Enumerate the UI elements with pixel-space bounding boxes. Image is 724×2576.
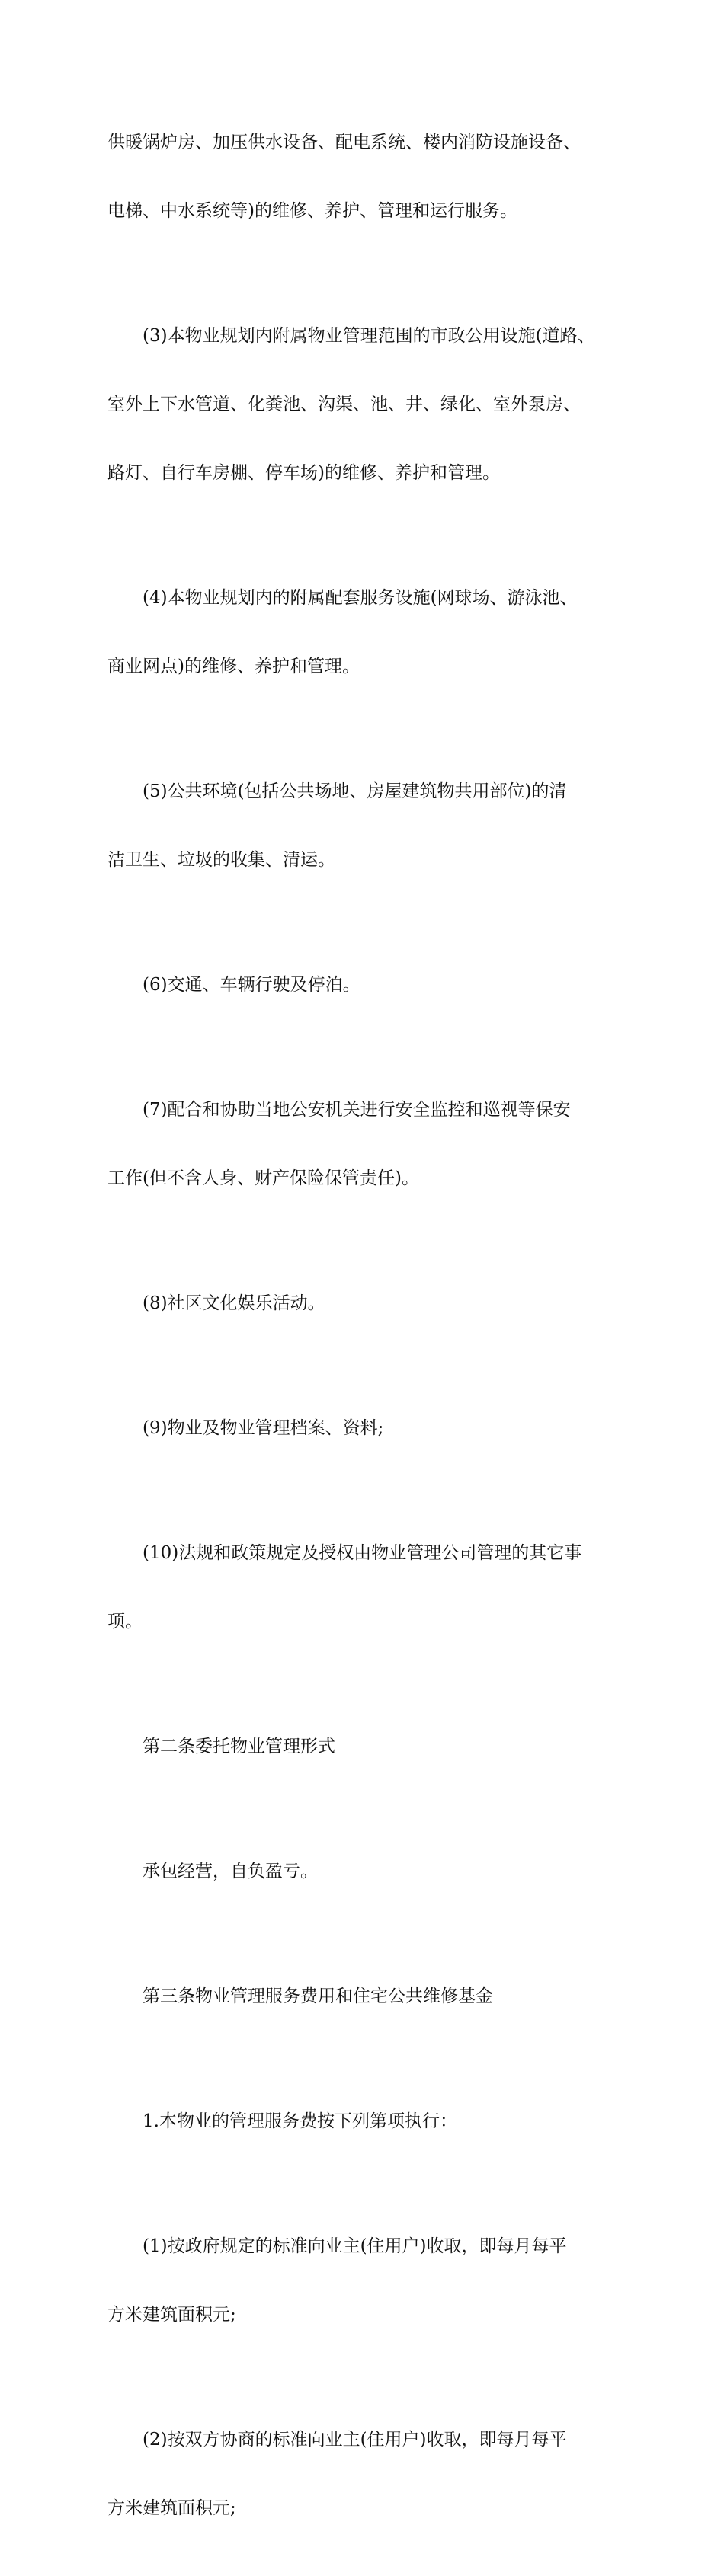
- text-line: 路灯、自行车房棚、停车场)的维修、养护和管理。: [107, 463, 500, 483]
- text-line: (6)交通、车辆行驶及停泊。: [143, 975, 360, 995]
- text-line: (10)法规和政策规定及授权由物业管理公司管理的其它事: [143, 1543, 582, 1563]
- text-line: (8)社区文化娱乐活动。: [143, 1293, 325, 1313]
- paragraph-item-10: [107, 1496, 633, 1679]
- text-line: (4)本物业规划内的附属配套服务设施(网球场、游泳池、: [143, 588, 578, 608]
- text-line: 室外上下水管道、化粪池、沟渠、池、井、绿化、室外泵房、: [107, 395, 581, 414]
- text-line: 第三条物业管理服务费用和住宅公共维修基金: [143, 1986, 493, 2006]
- paragraph-item-9: [107, 1371, 633, 1485]
- heading-article-3: [107, 1939, 633, 2053]
- paragraph-management-form: [107, 1814, 633, 1929]
- paragraph-item-8: [107, 1246, 633, 1360]
- text-line: 方米建筑面积元;: [107, 2498, 236, 2518]
- text-line: 方米建筑面积元;: [107, 2305, 236, 2325]
- paragraph-service-scope-continued: [107, 85, 633, 268]
- text-line: (2)按双方协商的标准向业主(住用户)收取，即每月每平: [143, 2430, 567, 2450]
- text-line: 洁卫生、垃圾的收集、清运。: [107, 850, 335, 870]
- paragraph-item-3: [107, 279, 633, 530]
- text-line: 项。: [107, 1612, 143, 1632]
- paragraph-fee-option-1: [107, 2189, 633, 2372]
- paragraph-item-7: [107, 1053, 633, 1235]
- text-line: (7)配合和协助当地公安机关进行安全监控和巡视等保安: [143, 1100, 571, 1120]
- text-line: (3)本物业规划内附属物业管理范围的市政公用设施(道路、: [143, 326, 595, 346]
- text-line: 供暖锅炉房、加压供水设备、配电系统、楼内消防设施设备、: [107, 133, 581, 152]
- document-body: [107, 85, 633, 2576]
- text-line: 第二条委托物业管理形式: [143, 1737, 335, 1756]
- paragraph-item-4: [107, 541, 633, 724]
- text-line: 工作(但不含人身、财产保险保管责任)。: [107, 1168, 419, 1188]
- paragraph-fee-intro: [107, 2064, 633, 2178]
- text-line: 1.本物业的管理服务费按下列第项执行：: [143, 2111, 457, 2131]
- paragraph-fee-option-2: [107, 2383, 633, 2565]
- text-line: (1)按政府规定的标准向业主(住用户)收取，即每月每平: [143, 2236, 567, 2256]
- text-line: 电梯、中水系统等)的维修、养护、管理和运行服务。: [107, 201, 517, 221]
- text-line: (5)公共环境(包括公共场地、房屋建筑物共用部位)的清: [143, 781, 567, 801]
- text-line: (9)物业及物业管理档案、资料;: [143, 1418, 384, 1438]
- heading-article-2: [107, 1689, 633, 1804]
- text-line: 承包经营，自负盈亏。: [143, 1862, 318, 1881]
- text-line: 商业网点)的维修、养护和管理。: [107, 657, 360, 676]
- paragraph-item-5: [107, 734, 633, 917]
- paragraph-item-6: [107, 928, 633, 1042]
